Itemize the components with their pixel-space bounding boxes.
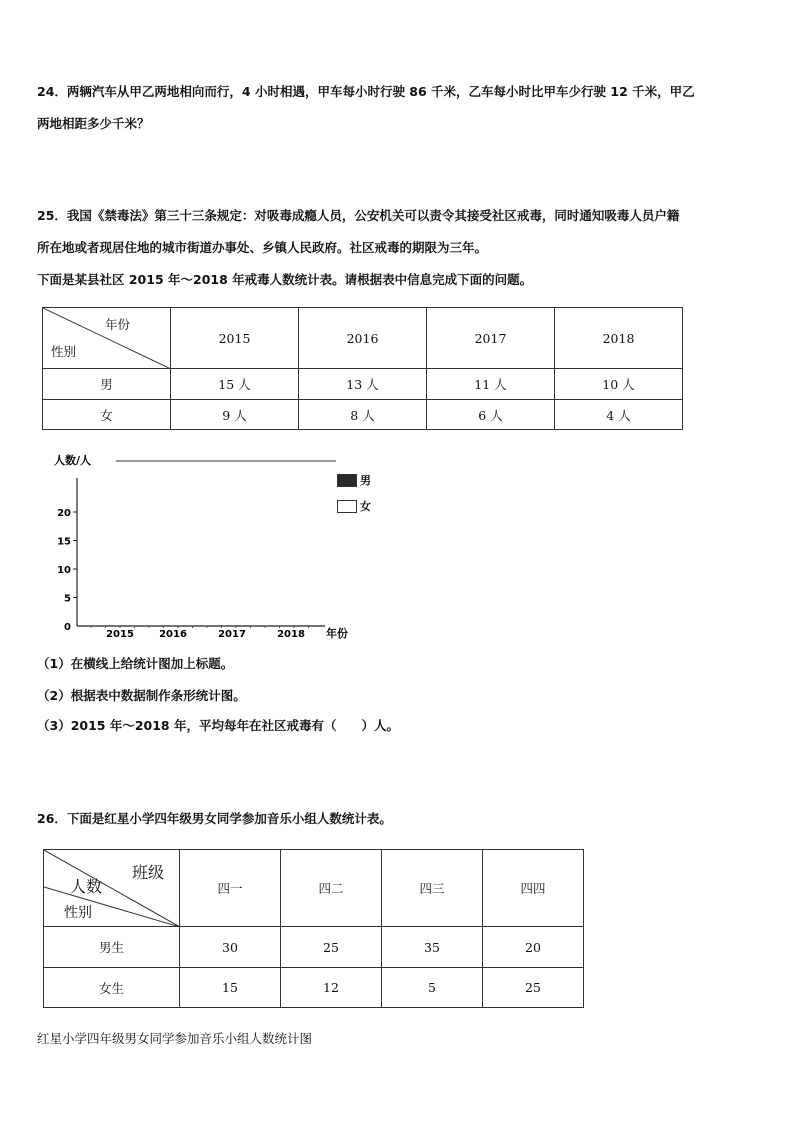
table-cell: 15: [180, 968, 281, 1008]
q24-line2: 两地相距多少千米？: [37, 116, 150, 131]
row-label: 男: [43, 369, 171, 400]
table-cell: 25: [483, 968, 584, 1008]
table-cell: 12: [281, 968, 382, 1008]
corner-gender-label: 性别: [51, 344, 77, 359]
legend-swatch-male: [337, 474, 357, 487]
y-tick-label: 5: [64, 593, 71, 605]
y-tick-label: 10: [57, 565, 71, 576]
q25-sub2: （2）根据表中数据制作条形统计图。: [37, 688, 246, 703]
legend-label-male: 男: [360, 474, 371, 487]
table-row: [44, 927, 584, 968]
table-cell: 35: [382, 927, 483, 968]
table-cell: 10 人: [555, 369, 683, 400]
table-cell: 8 人: [299, 400, 427, 430]
x-tick-label: 2018: [277, 629, 305, 640]
bar-chart-frame: [40, 448, 380, 648]
table-cell: 25: [281, 927, 382, 968]
corner-count-label: 人数: [70, 877, 103, 896]
q25-line2: 所在地或者现居住地的城市街道办事处、乡镇人民政府。社区戒毒的期限为三年。: [37, 240, 488, 255]
table-cell: 4 人: [555, 400, 683, 430]
table-cell: 6 人: [427, 400, 555, 430]
class-header: 四三: [382, 850, 483, 927]
row-label: 女: [43, 400, 171, 430]
y-tick-label: 15: [57, 536, 71, 548]
year-header: 2016: [299, 308, 427, 369]
table-cell: 11 人: [427, 369, 555, 400]
q25-sub1: （1）在横线上给统计图加上标题。: [37, 656, 234, 671]
year-header: 2017: [427, 308, 555, 369]
x-tick-label: 2015: [106, 629, 134, 640]
legend-label-female: 女: [360, 500, 371, 513]
corner-year-label: 年份: [104, 317, 130, 332]
x-tick-label: 2016: [159, 629, 187, 640]
y-tick-label: 0: [64, 622, 71, 633]
q26-chart-caption: 红星小学四年级男女同学参加音乐小组人数统计图: [37, 1031, 313, 1046]
class-header: 四四: [483, 850, 584, 927]
year-header: 2018: [555, 308, 683, 369]
class-header: 四一: [180, 850, 281, 927]
table-row: [43, 400, 683, 430]
table-cell: 13 人: [299, 369, 427, 400]
q24-line1: 24．两辆汽车从甲乙两地相向而行，4 小时相遇，甲车每小时行驶 86 千米，乙车每小时比甲车少行驶 12 千米，甲乙: [37, 84, 695, 99]
legend-swatch-female: [337, 500, 357, 513]
class-header: 四二: [281, 850, 382, 927]
year-header: 2015: [171, 308, 299, 369]
y-axis-label: 人数/人: [54, 454, 92, 467]
corner-class-label: 班级: [132, 863, 165, 882]
corner-gender-label: 性别: [64, 905, 92, 921]
table-cell: 30: [180, 927, 281, 968]
drug-stats-table: [42, 307, 683, 430]
x-axis-label: 年份: [326, 627, 348, 640]
row-label: 男生: [44, 927, 180, 968]
table-cell: 9 人: [171, 400, 299, 430]
q25-line1: 25．我国《禁毒法》第三十三条规定：对吸毒成瘾人员，公安机关可以责令其接受社区戒毒，同时通知吸毒人员户籍: [37, 208, 680, 223]
q25-line3: 下面是某县社区 2015 年～2018 年戒毒人数统计表。请根据表中信息完成下面的问题。: [37, 272, 533, 287]
table-corner-cell: [43, 308, 171, 369]
q25-sub3: （3）2015 年～2018 年，平均每年在社区戒毒有（ ）人。: [37, 718, 399, 733]
y-tick-label: 20: [57, 508, 71, 519]
table-cell: 5: [382, 968, 483, 1008]
music-group-table: [43, 849, 584, 1008]
q26-line1: 26．下面是红星小学四年级男女同学参加音乐小组人数统计表。: [37, 811, 392, 826]
row-label: 女生: [44, 968, 180, 1008]
table-row: [44, 968, 584, 1008]
table-corner-cell: [44, 850, 180, 927]
table-row: [43, 369, 683, 400]
table-cell: 15 人: [171, 369, 299, 400]
x-tick-label: 2017: [218, 629, 246, 640]
table-cell: 20: [483, 927, 584, 968]
